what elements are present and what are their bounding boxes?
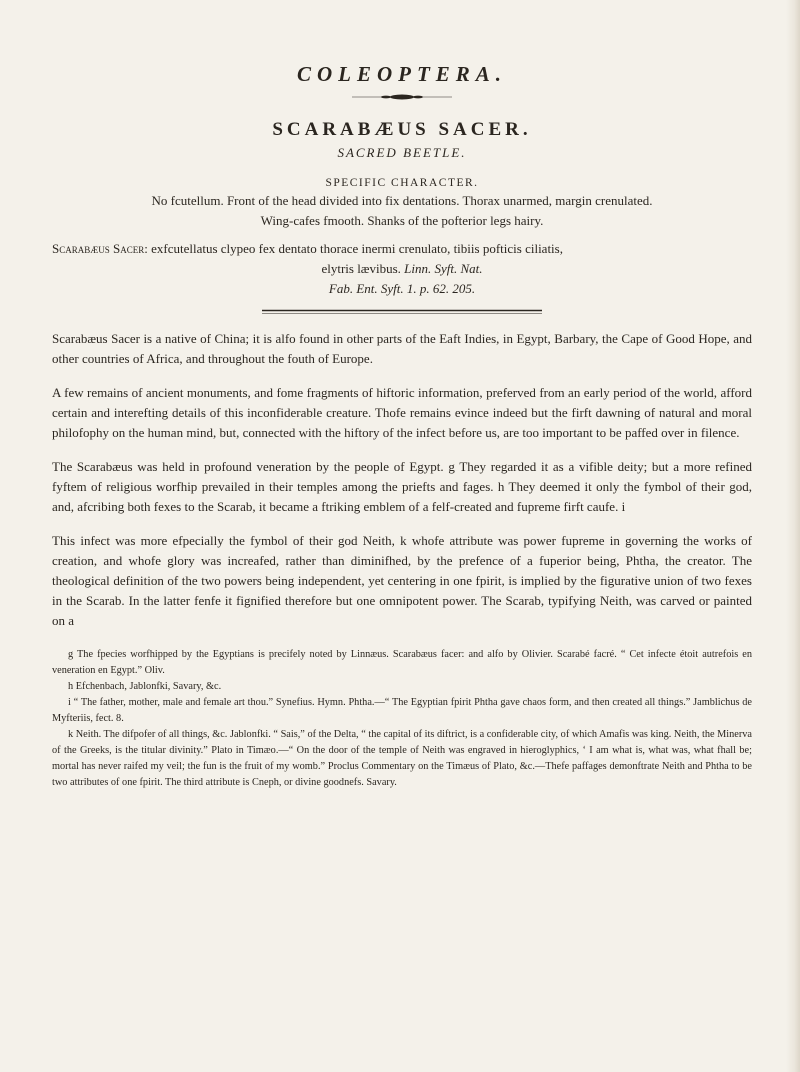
footnotes xyxy=(52,647,752,791)
double-rule-divider xyxy=(262,309,542,315)
species-title: SCARABÆUS SACER. xyxy=(272,119,532,140)
paragraph-4: This infect was more efpecially the fymbol of their god Neith, k whofe attribute was power fupreme in governing the works of creation, and whofe glory was increafed, rather than diminifhed, by the prefence of a fuperior being, Phtha, the creator. The theological definition of the two powers being independent, yet centering in one fpirit, is implied by the figurative union of two fexes in the Scarab. In the latter fenfe it fignified therefore but one omnipotent power. The Scarab, typifying Neith, was carved or painted on a xyxy=(52,533,752,628)
document-page xyxy=(52,62,752,791)
latin-name: Scarabæus Sacer: xyxy=(52,241,148,256)
character-line-2: Wing-cafes fmooth. Shanks of the pofterior legs hairy. xyxy=(260,213,544,228)
latin-ref-2: Fab. Ent. Syft. 1. p. 62. 205. xyxy=(328,281,476,296)
latin-ref-1: Linn. Syft. Nat. xyxy=(404,261,483,276)
footnote-g: g The fpecies worfhipped by the Egyptians is precifely noted by Linnæus. Scarabæus facer: and alfo by Olivier. Scarabé facré. “ Cet infecte étoit autrefois en veneration en Egypt.” Oliv. xyxy=(52,649,752,676)
specific-character-heading: SPECIFIC CHARACTER. xyxy=(325,177,479,189)
latin-ref-2-block xyxy=(52,279,752,299)
latin-line-2-block xyxy=(52,259,752,279)
footnote-k: k Neith. The difpofer of all things, &c. Jablonfki. “ Sais,” of the Delta, “ the capital of its diftrict, is a confiderable city, of which Amafis was king. Neith, the Minerva of the Greeks, is the titular divinity.” Plato in Timæo.—“ On the door of the temple of Neith was engraved in hieroglyphics, ‘ I am what is, what was, what fhall be; mortal has never raifed my veil; the fun is the fruit of my womb.” Proclus Commentary on the Timæus of Plato, &c.—Thefe paffages demonftrate Neith and Phtha to be two attributes of one fpirit. The third attribute is Cneph, or divine goodnefs. Savary. xyxy=(52,729,752,788)
footnote-h: h Efchenbach, Jablonfki, Savary, &c. xyxy=(68,681,222,692)
paragraph-3: The Scarabæus was held in profound veneration by the people of Egypt. g They regarded it as a vifible deity; but a more refined fyftem of religious worfhip prevailed in their temples among the priefts and fages. h They deemed it only the fymbol of their god, and, afcribing both fexes to the Scarab, it became a ftriking emblem of a felf-created and fupreme firft caufe. i xyxy=(52,459,752,514)
common-name: SACRED BEETLE. xyxy=(337,145,467,160)
page-edge-shadow xyxy=(786,0,800,1072)
latin-line-2: elytris lævibus. xyxy=(321,261,401,276)
specific-character-text xyxy=(52,191,752,231)
footnote-i: i “ The father, mother, male and female art thou.” Synefius. Hymn. Phtha.—“ The Egyptian fpirit Phtha gave chaos form, and then created all things.” Jamblichus de Myfteriis, fect. 8. xyxy=(52,697,752,724)
latin-description xyxy=(52,239,752,299)
paragraph-1: Scarabæus Sacer is a native of China; it is alfo found in other parts of the Eaft Indies, in Egypt, Barbary, the Cape of Good Hope, and other countries of Africa, and throughout the fouth of Europe. xyxy=(52,331,752,366)
order-title: COLEOPTERA. xyxy=(296,62,508,86)
paragraph-2: A few remains of ancient monuments, and fome fragments of hiftoric information, preferved from an early period of the world, afford certain and interefting details of this inconfiderable creature. Thofe remains evince indeed but the firft dawning of natural and moral philofophy on the human mind, but, connected with the hiftory of the infect before us, are too important to be paffed over in filence. xyxy=(52,385,752,440)
character-line-1: No fcutellum. Front of the head divided into fix dentations. Thorax unarmed, margin crenulated. xyxy=(151,193,653,208)
latin-line-1: exfcutellatus clypeo fex dentato thorace inermi crenulato, tibiis pofticis ciliatis, xyxy=(147,241,563,256)
ornament-divider xyxy=(352,93,452,101)
